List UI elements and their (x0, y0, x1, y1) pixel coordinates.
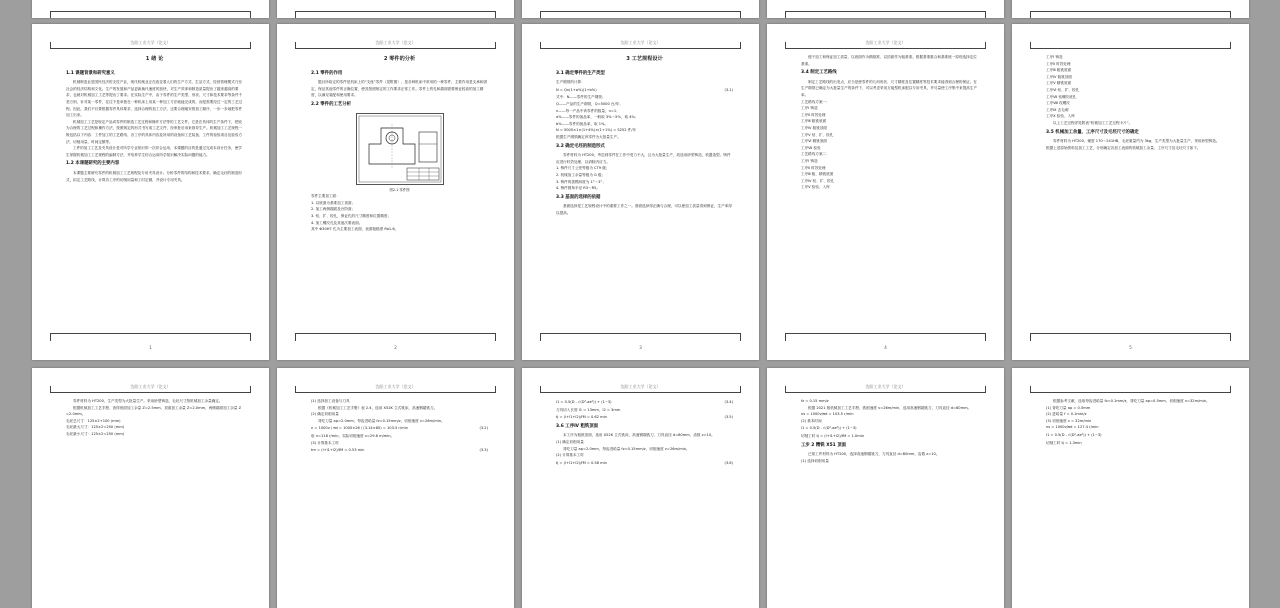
text-line: (1) 选择加工设备与刀具 (311, 399, 350, 403)
page-number: 4 (884, 345, 887, 350)
header-rule (1030, 392, 1231, 393)
chapter-title: 2 零件的分析 (383, 56, 416, 62)
equation (1046, 432, 1223, 439)
equation-body: l1 = 0.5(D - √(D²-ae²)) + (1~3) (556, 400, 612, 404)
header-rule (785, 392, 986, 393)
text-line: 工序Ⅱ 时效处理 (1046, 61, 1071, 66)
footer-rule (295, 333, 496, 334)
page-header: 沈阳工业大学（论文） (865, 384, 906, 389)
page-number: 1 (149, 345, 152, 350)
document-page[interactable] (1012, 368, 1249, 608)
page-body (556, 54, 733, 326)
page-body (556, 398, 733, 608)
text-line: Q——产品的生产纲领，Q=5000 台/年； (556, 101, 623, 106)
paragraph: 根据《机械加工工艺手册》表 2.4，选用 X52K 立式铣床，高速钢端铣刀。 (318, 405, 438, 410)
chapter-title: 3 工艺规程设计 (626, 56, 663, 62)
footer-rule (295, 11, 496, 12)
text-line: fz = 0.15 mm/z (801, 399, 829, 403)
text-line: (1) 选择切削用量 (801, 458, 829, 463)
text-line: 工序Ⅳ 粗铣顶面 (1046, 74, 1073, 79)
page-header: 沈阳工业大学（论文） (130, 384, 171, 389)
equation (556, 399, 733, 406)
section-heading: 3.4 制定工艺路线 (801, 70, 837, 76)
equation-number: (3.6) (724, 460, 733, 465)
footer-rule (540, 11, 741, 12)
header-rule (1030, 48, 1231, 49)
text-line: 式中：N——零件的生产纲领； (556, 95, 606, 100)
text-line: (2) 基本时间 (801, 418, 822, 423)
equation-number: (3.4) (724, 400, 733, 404)
paragraph: 根据参考文献，选取每齿进给量 fz=0.1mm/z，背吃刀量 ap=0.5mm，切削速度 v=32m/min。 (1053, 399, 1210, 403)
page-partial-top[interactable] (1012, 0, 1249, 18)
equation-number: (3.2) (479, 426, 488, 431)
text-line: 根据生产纲领确定该零件为大批量生产。 (556, 134, 621, 139)
page-body (1046, 54, 1223, 326)
equation-body: tj = (l+l1+l2)/fM = 0.58 min (556, 460, 607, 465)
text-line: 工序Ⅱ 时效处理 (801, 165, 826, 170)
text-line: (2) 进给量 f = 0.1mm/z (1046, 412, 1087, 417)
footer-rule (785, 333, 986, 334)
header-rule (785, 48, 986, 49)
page-body (311, 398, 488, 608)
text-line: 零件主要加工面： (311, 194, 340, 199)
page-partial-top[interactable] (522, 0, 759, 18)
document-page[interactable] (522, 24, 759, 360)
text-line: (3) 切削速度 v = 32m/min (1046, 418, 1092, 423)
text-line: 取 n=118 r/min，实际切削速度 v=29.6 m/min。 (311, 433, 395, 438)
page-header: 沈阳工业大学（论文） (865, 40, 906, 45)
text-line: 工序Ⅹ 检验、入库 (1046, 114, 1075, 119)
text-line: 3. 钻、扩、铰孔，保证孔的尺寸精度和位置精度； (311, 213, 392, 218)
chapter-title: 1 绪 论 (145, 56, 164, 62)
paragraph: 零件材料为 HT200，考虑到零件在工作中受力不大，且为大批量生产，故选用砂型铸造，机器造型。铸件应进行时效处理，以消除内应力。 (556, 153, 731, 164)
text-line: 生产纲领的计算： (556, 80, 585, 85)
document-page[interactable] (767, 368, 1004, 608)
equation-body: N = Qn(1+a%)(1+b%) (556, 87, 597, 92)
equation (556, 414, 733, 421)
page-body (801, 398, 978, 608)
page-partial-top[interactable] (32, 0, 269, 18)
section-heading: 1.1 课题背景和研究意义 (66, 70, 115, 76)
equation-body: l1 = 0.5(D - √(D²-ae²)) + (1~3) (1046, 432, 1102, 437)
paragraph: 便于加工和保证加工质量，以底面作为精基准，以顶面作为粗基准。根据基准重合和基准统一原则选择定位基准。 (801, 55, 977, 66)
text-line: (1) 确定切削用量 (556, 439, 584, 444)
paragraph: 制定工艺路线的出发点，应当是使零件的几何形状、尺寸精度及位置精度等技术要求能得到合理的保证。在生产纲领已确定为大批量生产的条件下，可以考虑采用万能型机床配以专用夹具，并尽量使工序集中来提高生产率。 (801, 79, 978, 97)
equation-body: tm = (l+l1+l2)/fM = 0.53 min (311, 448, 365, 453)
equation-body: n = 1000v / πd = 1000×26 / (3.14×80) = 103.5 r/min (311, 426, 408, 431)
text-line: 刀具切入长度 l1 = 13mm，l2 = 3mm (556, 407, 621, 412)
page-number: 3 (639, 345, 642, 350)
text-line: 工序Ⅰ 铸造 (801, 158, 818, 163)
section-heading: 2.1 零件的作用 (311, 70, 343, 76)
section-heading: 1.2 本课题研究的主要内容 (66, 161, 120, 167)
equation-body: l1 = 0.5(D - √(D²-ae²)) + (1~3) (801, 426, 857, 431)
equation-number: (3.5) (724, 415, 733, 420)
text-line: 工序Ⅸ 去毛刺 (1046, 107, 1069, 112)
paragraph: 背吃刀量 ap=2.0mm，每齿进给量 fz=0.15mm/z，切削速度 v=26m/min。 (563, 446, 690, 451)
header-rule (295, 48, 496, 49)
document-page[interactable] (277, 24, 514, 360)
equation-number: (3.1) (724, 87, 733, 92)
section-heading: 工步 2 精铣 X51 顶面 (801, 442, 847, 448)
page-partial-top[interactable] (277, 0, 514, 18)
text-line: N = 5000×1×(1+4%)×(1+1%) = 5252 件/年 (556, 128, 637, 133)
text-line: 工序Ⅲ 粗、精铣底面 (801, 172, 834, 177)
text-line: 工序Ⅴ 精铣底面 (1046, 81, 1072, 86)
document-page[interactable] (32, 24, 269, 360)
section-heading: 3.1 确定零件的生产类型 (556, 70, 605, 76)
document-page[interactable] (277, 368, 514, 608)
text-line: (2) 计算基本工时 (556, 453, 584, 458)
paragraph: 本课题主要研究零件的机械加工工艺规程及专用夹具设计。分析零件的结构和技术要求，确定毛坯的制造形式，拟定工艺路线，计算各工序的切削用量和工时定额，并设计专用夹具。 (66, 170, 242, 182)
paragraph: 本工序为粗铣顶面，选用 X52K 立式铣床，高速钢端铣刀，刀具直径 d=80mm，齿数 z=10。 (563, 433, 715, 438)
text-line: 1. 以底面为基准加工顶面； (311, 200, 356, 205)
section-heading: 3.2 确定毛坯的制造形式 (556, 143, 605, 149)
text-line: 毛坯最大尺寸：125×2=250 (mm) (66, 425, 125, 430)
equation (311, 447, 488, 454)
text-line: 工艺路线方案一： (801, 99, 830, 104)
paragraph: 工件的加工工艺及夹具设计是对所学专业知识的一次综合运用，本课题的目的是通过完成本设计任务，使学生掌握机械加工工艺规程的编制方法，并培养学生综合运用所学知识解决实际问题的能力。 (66, 146, 242, 157)
equation (311, 425, 488, 432)
text-line: b%——零件的废品率，取 1%。 (556, 121, 609, 126)
text-line: 工序Ⅰ 铸造 (1046, 55, 1063, 59)
page-number: 5 (1129, 345, 1132, 350)
paragraph: 零件材料为 HT200，生产类型为大批量生产。采用砂型铸造，毛坯尺寸按机械加工余量确定。 (73, 399, 223, 403)
text-line: 其中 Φ30H7 孔为主要加工表面，表面粗糙度 Ra1.6。 (311, 227, 399, 232)
paragraph: 根据 2021 版机械加工工艺手册，铣削速度 v=26m/min，选用高速钢端铣刀，刀具直径 d=80mm。 (808, 405, 972, 410)
equation (556, 460, 733, 467)
text-line: 工序Ⅶ 钻螺纹底孔 (1046, 94, 1077, 99)
text-line: 3. 铸件的拔模斜度为 1°～3°； (556, 179, 606, 184)
page-header: 沈阳工业大学（论文） (375, 40, 416, 45)
text-line: 毛坯最小尺寸：125×2=250 (mm) (66, 431, 125, 436)
text-line: 工艺路线方案二： (801, 152, 830, 157)
header-rule (540, 48, 741, 49)
page-body (66, 54, 243, 326)
footer-rule (50, 333, 251, 334)
paragraph: 以上工艺过程详见附表“机械加工工艺过程卡片”。 (1053, 120, 1133, 125)
paragraph: 题目所给定的零件是机床上的“支座”零件（见附图），是各种机床中常用的一种零件，主要作用是支承和固定，保证其他零件的正确位置，使其按照规定的工作要求正常工作。零件上的孔和端面需要保证较高的加工精度，以满足装配和使用要求。 (311, 80, 488, 98)
page-header: 沈阳工业大学（论文） (620, 40, 661, 45)
footer-rule (50, 11, 251, 12)
text-line: 工序Ⅶ 检验 (801, 145, 821, 150)
text-line: (3) 计算基本工时 (311, 440, 339, 445)
paragraph: 已知工件材料为 HT200，选择高速钢端铣刀，刀具直径 d=80mm，齿数 z=10。 (808, 452, 940, 457)
text-line: 工序Ⅴ 检验、入库 (801, 185, 830, 190)
text-line: 工序Ⅰ 铸造 (801, 106, 818, 111)
equation (801, 425, 978, 432)
text-line: 切削工时 tj = 1.3min (1046, 440, 1082, 445)
header-rule (295, 392, 496, 393)
paragraph: 机械制造业是国民经济的支柱产业，现代机械业正在改变着人们的生产方式、生活方式，经营管理模式乃至社会的经济结构和文化。生产的发展和产品更新换代速度的加快，对生产效率和制造质量提出了越来越高的要求，也就对机械加工工艺等提出了要求。在实际生产中，由于零件的生产类型、形状、尺寸和技术要求等条件千差万别，针对某一零件，往往不是单独在一种机床上用某一种加工方法就能完成的，而是需要经过一定的工艺过程。因此，我们不仅要根据零件具体要求，选择合理的加工方法，还要合理地安排加工顺序，一步一步地把零件加工出来。 (66, 80, 243, 118)
text-line: a%——零件的备品率，一般取 3%～5%，取 4%； (556, 115, 639, 120)
page-partial-top[interactable] (767, 0, 1004, 18)
document-page[interactable] (32, 368, 269, 608)
footer-rule (1030, 11, 1231, 12)
text-line: 工序Ⅱ 时效处理 (801, 112, 826, 117)
text-line: 2. 机械加工余量等级为 G 级； (556, 172, 606, 177)
text-line: 4. 铸件圆角半径 R3～R5。 (556, 186, 601, 191)
text-line: 工序Ⅵ 钻、扩、铰孔 (1046, 87, 1080, 92)
text-line: 切削工时 tj = (l+l1+l2)/fM = 1.0min (801, 433, 864, 438)
header-rule (50, 48, 251, 49)
page-body (1046, 398, 1223, 608)
section-heading: 3.6 工序Ⅳ 粗铣顶面 (556, 423, 599, 429)
part-drawing-figure (356, 113, 444, 185)
text-line: 2. 加工两侧端面及台阶面； (311, 207, 356, 212)
text-line: 4. 加工螺纹孔及其他次要表面。 (311, 220, 363, 225)
paragraph: 根据机械加工工艺手册，查得底面加工余量 Z=2.5mm，顶面加工余量 Z=2.0mm，两侧端面加工余量 Z=2.0mm。 (66, 405, 242, 417)
page-header: 沈阳工业大学（论文） (375, 384, 416, 389)
footer-rule (1030, 333, 1231, 334)
document-page[interactable] (1012, 24, 1249, 360)
paragraph: 机械加工工艺是规定产品或零件的制造工艺过程和操作方法等的工艺文件。它是在具体的生产条件下，把较为合理的工艺过程和操作方法，按照规定的形式书写成工艺文件，经审批后用来指导生产。机械加工工艺规程一般包括以下内容：工件加工的工艺路线、各工序的具体内容及所用的设备和工艺装备、工件的检验项目及检验方法、切削用量、时间定额等。 (66, 119, 243, 144)
text-line: 工序Ⅳ 粗铣顶面 (801, 125, 828, 130)
text-line: 工序Ⅲ 粗铣底面 (801, 119, 827, 124)
text-line: 工序Ⅲ 粗铣底面 (1046, 68, 1072, 73)
text-line: 工序Ⅷ 攻螺纹 (1046, 101, 1070, 106)
text-line: 工序Ⅵ 精铣底面 (801, 139, 828, 144)
page-body (311, 54, 488, 326)
equation-body: tj = (l+l1+l2)/fM = 0.62 min (556, 415, 607, 420)
page-body (801, 54, 978, 326)
header-rule (50, 392, 251, 393)
text-line: ns = 1000v/πd = 103.5 r/min (801, 412, 854, 417)
page-body (66, 398, 243, 608)
text-line: n——每一产品中该零件的数量，n=1； (556, 108, 620, 113)
page-number: 2 (394, 345, 397, 350)
text-line: (1) 背吃刀量 ap = 0.5mm (1046, 405, 1091, 410)
paragraph: 背吃刀量 ap=2.0mm，每齿进给量 fz=0.15mm/z，切削速度 v=26m/min。 (318, 418, 445, 423)
paragraph: 零件材料为 HT200，硬度 170～241HB，毛坯重量约为 3kg，生产类型为大批量生产，采用砂型铸造。根据上述原始资料及加工工艺，分别确定各加工表面的机械加工余量、工序尺寸及毛坯尺寸如下。 (1046, 139, 1220, 150)
figure-caption: 图2.1 零件图 (389, 187, 410, 192)
page-header: 沈阳工业大学（论文） (130, 40, 171, 45)
text-line: ns = 1000v/πd = 127.4 r/min (1046, 425, 1099, 430)
equation-number: (3.3) (479, 448, 488, 453)
page-header (1030, 38, 1231, 48)
text-line: 工序Ⅳ 钻、扩、铰孔 (801, 178, 835, 183)
page-header (1030, 382, 1231, 392)
document-page[interactable] (522, 368, 759, 608)
footer-rule (785, 11, 986, 12)
text-line: (2) 确定切削用量 (311, 412, 339, 417)
equation (556, 87, 733, 94)
document-page[interactable] (767, 24, 1004, 360)
footer-rule (540, 333, 741, 334)
page-header: 沈阳工业大学（论文） (620, 384, 661, 389)
section-heading: 3.3 基面的选择的依据 (556, 194, 601, 200)
text-line: 工序Ⅴ 钻、扩、铰孔 (801, 132, 834, 137)
text-line: 1. 铸件尺寸公差等级为 CT9 级； (556, 166, 610, 171)
header-rule (540, 392, 741, 393)
section-heading: 3.5 机械加工余量、工序尺寸及毛坯尺寸的确定 (1046, 129, 1139, 135)
paragraph: 基面选择是工艺规程设计中的重要工作之一。基面选择得正确与合理，可以使加工质量得到保证，生产率得以提高。 (556, 204, 732, 215)
section-heading: 2.2 零件的工艺分析 (311, 101, 352, 107)
text-line: 毛坯总尺寸：125×2+100 (mm) (66, 418, 121, 423)
